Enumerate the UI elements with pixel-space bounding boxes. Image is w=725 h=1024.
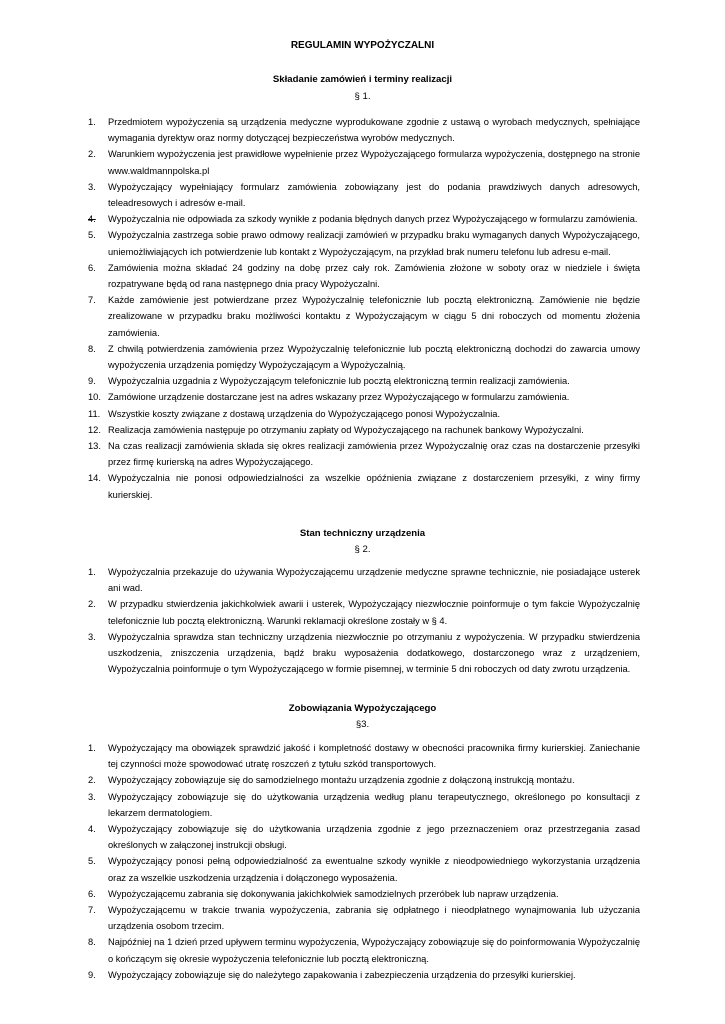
list-item-text: Wypożyczającemu w trakcie trwania wypożyczenia, zabrania się odpłatnego i nieodpłatnego wynajmowania lub użyczania urządzenia osobom trzecim.: [108, 905, 640, 932]
list-item-number: 2.: [88, 775, 96, 786]
list-item-number: 7.: [88, 905, 96, 916]
list-item: [88, 114, 640, 146]
list-item-number: 3.: [88, 791, 96, 802]
section-list: [88, 740, 640, 983]
list-item: [88, 772, 640, 788]
list-item: [88, 179, 640, 211]
list-item-number: 1.: [88, 567, 96, 577]
list-item: [88, 260, 640, 292]
list-item: [88, 789, 640, 821]
list-item-text: Na czas realizacji zamówienia składa się okres realizacji zamówienia przez Wypożyczalnię oraz czas na dostarczenie przesyłki przez firmę kurierską na adres Wypożyczającego.: [108, 441, 640, 468]
list-item: [88, 422, 640, 438]
list-item-text: Wypożyczalnia nie ponosi odpowiedzialności za wszelkie opóźnienia związane z dostarczeniem przesyłki, z winy firmy kurierskiej.: [108, 473, 640, 500]
list-item: [88, 146, 640, 178]
list-item-text: Wypożyczający wypełniający formularz zamówienia zobowiązany jest do podania prawdziwych danych adresowych, teleadresowych i adresów e-mail.: [108, 181, 640, 209]
list-item-text: Najpóźniej na 1 dzień przed upływem terminu wypożyczenia, Wypożyczający zobowiązuje się do poinformowania Wypożyczalnię o kończącym się okresie wypożyczenia telefonicznie lub pocztą elektroniczną.: [108, 937, 640, 964]
list-item-text: Zamówione urządzenie dostarczane jest na adres wskazany przez Wypożyczającego w formularzu zamówienia.: [108, 392, 570, 403]
list-item-text: Wypożyczalnia przekazuje do używania Wypożyczającemu urządzenie medyczne sprawne technicznie, nie posiadające usterek ani wad.: [108, 567, 640, 594]
list-item: [88, 967, 640, 983]
list-item: [88, 389, 640, 405]
list-item-number: 6.: [88, 888, 96, 899]
list-item-text: Wypożyczający zobowiązuje się do użytkowania urządzenia według planu terapeutycznego, określonego po konsultacji z lekarzem dermatologiem.: [108, 791, 640, 818]
list-item-text: Warunkiem wypożyczenia jest prawidłowe wypełnienie przez Wypożyczającego formularza wypożyczenia, dostępnego na stronie www.waldmannpolska.pl: [108, 149, 640, 176]
section-heading: Stan techniczny urządzenia: [299, 528, 426, 539]
list-item: [88, 470, 640, 502]
list-item-number: 9.: [88, 376, 96, 387]
list-item-number: 2.: [88, 149, 96, 160]
list-item-number: 11.: [88, 408, 101, 419]
list-item-number: 3.: [88, 181, 96, 192]
list-item: [88, 373, 640, 389]
list-item-number: 14.: [88, 473, 101, 484]
list-item-number: 5.: [88, 230, 96, 241]
list-item-number: 4.: [88, 824, 96, 835]
list-item-text: W przypadku stwierdzenia jakichkolwiek awarii i usterek, Wypożyczający niezwłocznie poinformuje o tym fakcie Wypożyczalnię telefonicznie lub pocztą elektroniczną. Warunki reklamacji określone zostały w § 4.: [108, 599, 640, 626]
list-item-text: Realizacja zamówienia następuje po otrzymaniu zapłaty od Wypożyczającego na rachunek bankowy Wypożyczalni.: [108, 424, 584, 435]
list-item: [88, 211, 640, 227]
section-heading: Składanie zamówień i terminy realizacji: [272, 74, 453, 85]
list-item-text: Wypożyczający zobowiązuje się do należytego zapakowania i zabezpieczenia urządzenia do przesyłki kurierskiej.: [108, 969, 576, 980]
list-item-text: Wypożyczający zobowiązuje się do użytkowania urządzenia zgodnie z jego przeznaczeniem oraz przestrzegania zasad określonych w załączonej instrukcji obsługi.: [108, 824, 640, 851]
list-item-number: 4.: [88, 214, 96, 225]
list-item-number: 13.: [88, 441, 101, 452]
list-item: [88, 227, 640, 259]
list-item-text: Przedmiotem wypożyczenia są urządzenia medyczne wyprodukowane zgodnie z ustawą o wyrobach medycznych, spełniające wymagania dyrektyw oraz normy dotyczącej bezpieczeństwa wyrobów medycznych.: [108, 117, 640, 144]
list-item: [88, 902, 640, 934]
section-paragraph-mark: § 1.: [354, 91, 371, 102]
list-item-text: Wypożyczalnia nie odpowiada za szkody wynikłe z podania błędnych danych przez Wypożyczającego w formularzu zamówienia.: [108, 214, 638, 225]
list-item: [88, 853, 640, 885]
list-item-text: Zamówienia można składać 24 godziny na dobę przez cały rok. Zamówienia złożone w soboty oraz w niedziele i święta rozpatrywane będą od rana następnego dnia pracy Wypożyczalni.: [108, 262, 640, 290]
list-item: [88, 596, 640, 628]
list-item-text: Wypożyczający ma obowiązek sprawdzić jakość i kompletność dostawy w obecności pracownika firmy kurierskiej. Zaniechanie tej czynności może spowodować utratę roszczeń z tytułu szkód transportowych.: [108, 743, 640, 770]
list-item: [88, 934, 640, 966]
section-paragraph-mark: § 2.: [354, 544, 371, 555]
list-item-text: Wypożyczającemu zabrania się dokonywania jakichkolwiek samodzielnych przeróbek lub napraw urządzenia.: [108, 888, 559, 899]
list-item-number: 8.: [88, 937, 96, 948]
list-item-number: 6.: [88, 262, 96, 273]
list-item-number: 8.: [88, 343, 96, 354]
list-item-number: 7.: [88, 295, 96, 306]
list-item: [88, 629, 640, 678]
list-item-number: 1.: [88, 743, 96, 753]
list-item-number: 12.: [88, 424, 101, 435]
list-item-number: 2.: [88, 599, 96, 610]
list-item-number: 3.: [88, 631, 96, 642]
list-item: [88, 886, 640, 902]
list-item: [88, 821, 640, 853]
list-item-text: Wszystkie koszty związane z dostawą urządzenia do Wypożyczającego ponosi Wypożyczalnia.: [108, 408, 501, 419]
section-heading: Zobowiązania Wypożyczającego: [288, 703, 437, 714]
list-item: [88, 438, 640, 470]
list-item: [88, 564, 640, 596]
list-item-number: 1.: [88, 117, 96, 127]
list-item-text: Wypożyczalnia sprawdza stan techniczny urządzenia niezwłocznie po otrzymaniu z wypożyczenia. W przypadku stwierdzenia uszkodzenia, zniszczenia urządzenia, bądź braku wyposażenia dodatkowego, dostarczonego wraz z urządzeniem, Wypożyczalnia poinformuje o tym Wypożyczającego w formie pisemnej, w terminie 5 dni roboczych od daty zwrotu urządzenia.: [108, 631, 640, 675]
list-item-number: 10.: [88, 392, 101, 403]
list-item-number: 5.: [88, 856, 96, 867]
section-list: [88, 114, 640, 503]
list-item: [88, 292, 640, 341]
list-item-text: Z chwilą potwierdzenia zamówienia przez Wypożyczalnię telefonicznie lub pocztą elektroniczną dochodzi do zawarcia umowy wypożyczenia urządzenia pomiędzy Wypożyczającym a Wypożyczalnią.: [108, 343, 640, 371]
page-title: REGULAMIN WYPOŻYCZALNI: [290, 40, 435, 51]
list-item-text: Każde zamówienie jest potwierdzane przez Wypożyczalnię telefonicznie lub pocztą elektroniczną. Zamówienie nie będzie zrealizowane w przypadku braku możliwości kontaktu z Wypożyczającym w ciągu 5 dni roboczych od momentu złożenia zamówienia.: [108, 295, 640, 338]
list-item: [88, 341, 640, 373]
section-list: [88, 564, 640, 677]
list-item-text: Wypożyczalnia uzgadnia z Wypożyczającym telefonicznie lub pocztą elektroniczną termin realizacji zamówienia.: [108, 376, 570, 387]
list-item: [88, 740, 640, 772]
list-item-text: Wypożyczający ponosi pełną odpowiedzialność za ewentualne szkody wynikłe z nieodpowiedniego wykorzystania urządzenia oraz za wszelkie uszkodzenia urządzenia i dołączonego wyposażenia.: [108, 856, 640, 883]
list-item-text: Wypożyczalnia zastrzega sobie prawo odmowy realizacji zamówień w przypadku braku wymaganych danych Wypożyczającego, uniemożliwiających ich potwierdzenie lub kontakt z Wypożyczającym, na przykład brak numeru telefonu lub adresu e-mail.: [108, 230, 640, 257]
list-item-text: Wypożyczający zobowiązuje się do samodzielnego montażu urządzenia zgodnie z dołączoną instrukcją montażu.: [108, 775, 575, 786]
section-paragraph-mark: §3.: [355, 719, 370, 730]
list-item: [88, 406, 640, 422]
list-item-number: 9.: [88, 969, 96, 980]
